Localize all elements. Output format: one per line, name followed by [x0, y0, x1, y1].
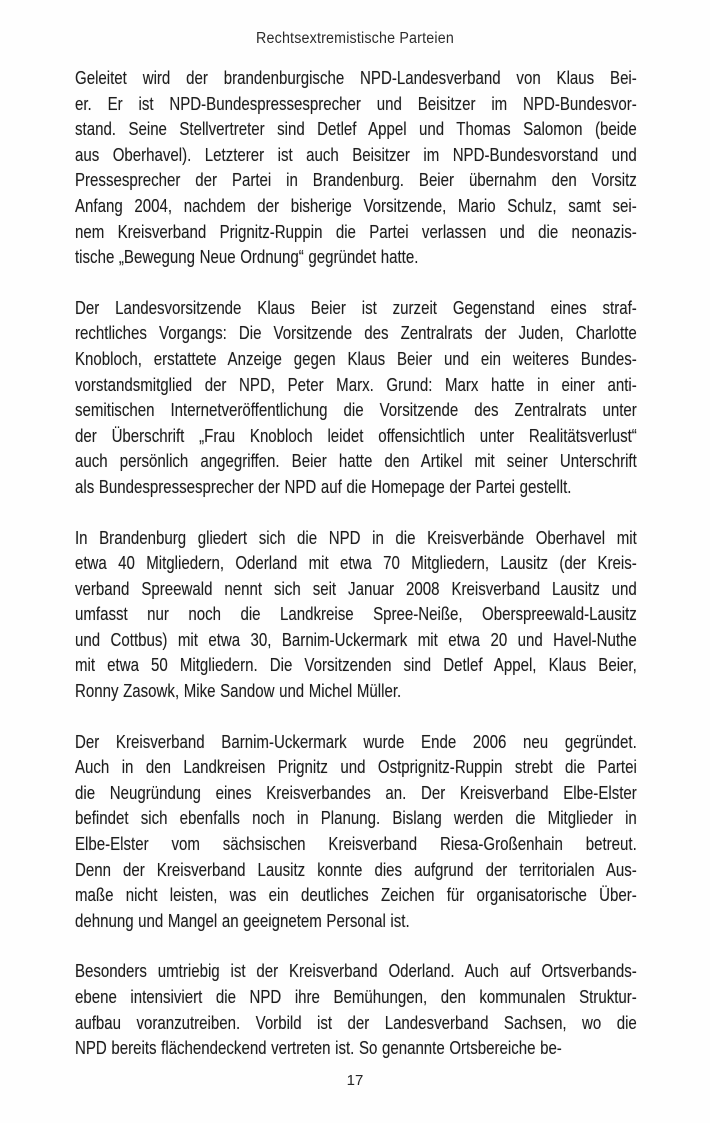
text-line: verband Spreewald nennt sich seit Januar 2008 Kreisverband Lausitz und [75, 578, 637, 599]
text-line: Ronny Zasowk, Mike Sandow und Michel Müller. [75, 681, 402, 702]
text-line: ebene intensiviert die NPD ihre Bemühungen, den kommunalen Struktur- [75, 987, 637, 1007]
text-line: tische „Bewegung Neue Ordnung“ gegründet hatte. [75, 247, 419, 268]
paragraph [75, 730, 637, 935]
text-line: Anfang 2004, nachdem der bisherige Vorsitzende, Mario Schulz, samt sei- [75, 195, 637, 216]
text-line: vorstandsmitglied der NPD, Peter Marx. Grund: Marx hatte in einer anti- [75, 374, 637, 395]
text-line: der Überschrift „Frau Knobloch leidet offensichtlich unter Realitätsverlust“ [75, 425, 637, 446]
text-line: Geleitet wird der brandenburgische NPD-Landesverband von Klaus Bei- [75, 68, 637, 88]
running-header: Rechtsextremistische Parteien [256, 30, 454, 47]
text-line: Denn der Kreisverband Lausitz konnte dies aufgrund der territorialen Aus- [75, 859, 637, 880]
text-line: NPD bereits flächendeckend vertreten ist. So genannte Ortsbereiche be- [75, 1038, 562, 1059]
text-line: auch persönlich angegriffen. Beier hatte den Artikel mit seiner Unterschrift [75, 451, 637, 472]
text-line: Knobloch, erstattete Anzeige gegen Klaus Beier und ein weiteres Bundes- [75, 348, 637, 369]
text-line: Auch in den Landkreisen Prignitz und Ostprignitz-Ruppin strebt die Partei [75, 757, 637, 778]
text-line: In Brandenburg gliedert sich die NPD in die Kreisverbände Oberhavel mit [75, 527, 637, 548]
text-line: als Bundespressesprecher der NPD auf die Homepage der Partei gestellt. [75, 476, 572, 497]
text-line: Elbe-Elster vom sächsischen Kreisverband Riesa-Großenhain betreut. [75, 834, 637, 855]
paragraph [75, 296, 637, 501]
text-line: er. Er ist NPD-Bundespressesprecher und Beisitzer im NPD-Bundesvor- [75, 93, 637, 114]
text-line: befindet sich ebenfalls noch in Planung. Bislang werden die Mitglieder in [75, 808, 637, 829]
text-line: mit etwa 50 Mitgliedern. Die Vorsitzenden sind Detlef Appel, Klaus Beier, [75, 655, 637, 676]
text-line: die Neugründung eines Kreisverbandes an. Der Kreisverband Elbe-Elster [75, 782, 637, 803]
page-number: 17 [346, 1072, 364, 1089]
text-line: maße nicht leisten, was ein deutliches Zeichen für organisatorische Über- [75, 885, 637, 906]
text-line: aus Oberhavel). Letzterer ist auch Beisitzer im NPD-Bundesvorstand und [75, 144, 637, 165]
text-line: rechtliches Vorgangs: Die Vorsitzende des Zentralrats der Juden, Charlotte [75, 323, 637, 344]
text-line: Der Landesvorsitzende Klaus Beier ist zurzeit Gegenstand eines straf- [75, 297, 637, 318]
paragraph [75, 66, 637, 271]
text-line: umfasst nur noch die Landkreise Spree-Neiße, Oberspreewald-Lausitz [75, 604, 637, 625]
text-line: nem Kreisverband Prignitz-Ruppin die Partei verlassen und die neonazis- [75, 221, 637, 242]
text-line: und Cottbus) mit etwa 30, Barnim-Uckermark mit etwa 20 und Havel-Nuthe [75, 629, 637, 650]
paragraph [75, 526, 637, 705]
text-line: etwa 40 Mitgliedern, Oderland mit etwa 70 Mitgliedern, Lausitz (der Kreis- [75, 553, 637, 574]
text-line: semitischen Internetveröffentlichung die Vorsitzende des Zentralrats unter [75, 400, 637, 421]
text-line: Besonders umtriebig ist der Kreisverband Oderland. Auch auf Ortsverbands- [75, 961, 637, 982]
text-line: Der Kreisverband Barnim-Uckermark wurde Ende 2006 neu gegründet. [75, 731, 637, 752]
text-block [75, 66, 637, 1087]
text-line: Pressesprecher der Partei in Brandenburg. Beier übernahm den Vorsitz [75, 170, 637, 191]
paragraph [75, 959, 637, 1061]
text-line: aufbau voranzutreiben. Vorbild ist der Landesverband Sachsen, wo die [75, 1012, 637, 1033]
text-line: stand. Seine Stellvertreter sind Detlef Appel und Thomas Salomon (beide [75, 119, 637, 140]
text-line: dehnung und Mangel an geeignetem Personal ist. [75, 910, 410, 931]
